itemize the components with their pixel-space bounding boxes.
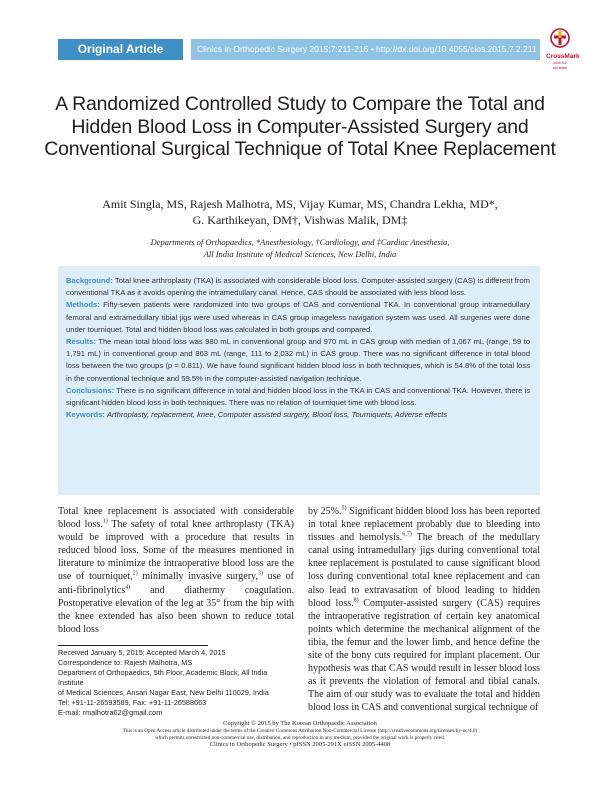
author-line: Amit Singla, MS, Rajesh Malhotra, MS, Vijay Kumar, MS, Chandra Lekha, MD*, [102, 197, 498, 211]
results-label: Results: [66, 337, 96, 347]
abstract-conclusions [66, 385, 530, 409]
correspondence-email[interactable]: E-mail: rmalhotra62@gmail.com [58, 708, 163, 717]
abstract-keywords [66, 409, 530, 421]
copyright-line: Copyright © 2015 by The Korean Orthopaedic Association [223, 720, 377, 727]
received-dates: Received January 5, 2015; Accepted March 4, 2015 [58, 648, 226, 657]
license-line: which permits unrestricted non-commercial use, distribution, and reproduction in any medium, provided the original work is properly cited. [155, 734, 445, 741]
correspondence-phone: Tel: +91-11-26593589, Fax: +91-11-26588663 [58, 698, 207, 707]
reference-marker[interactable]: 2) [132, 571, 138, 578]
body-column-right [308, 505, 540, 715]
crossmark-label: CrossMark [546, 53, 580, 60]
author-line: G. Karthikeyan, DM†, Vishwas Malik, DM‡ [192, 213, 408, 227]
crossmark-badge[interactable] [546, 28, 580, 70]
author-list [80, 196, 520, 228]
page-footer [30, 720, 570, 750]
keywords-label: Keywords: [66, 410, 105, 420]
results-text: The mean total blood loss was 980 mL in conventional group and 970 mL in CAS group with median of 1,067 mL (range, 59 to 1,791 mL) in conventional group and 863 mL (range, 111 to 2,032 mL) in CAS group. There was no significant difference in total blood loss between the two groups (p = 0.811). We have found significant hidden blood loss in both techniques, which is 54.8% of the total loss in the conventional technique and 59.5% in the computer-assisted navigation technique. [66, 337, 530, 383]
body-column-left [58, 505, 294, 636]
body-text: use of anti-fibrinolytics [58, 571, 295, 596]
license-line: This is an Open Access article distributed under the terms of the Creative Commons Attribution Non-Commercial License (http://creativecommons.org/licenses/by-nc/4.0) [122, 728, 478, 735]
body-text: The safety of total knee arthroplasty (TKA) would be improved with a procedure that results in reduced blood loss. Some of the measures mentioned in literature to minimize the intraoperative blood loss are the use of tourniquet, [58, 519, 295, 583]
methods-text: Fifty-seven patients were randomized into two groups of CAS and conventional TKA. In conventional group intramedullary femoral and extramedullary tibial jigs were used whereas in CAS group imageless navigation system was used. All surgeries were done under tourniquet. Total and hidden blood loss was calculated in both groups and compared. [66, 300, 530, 334]
conclusions-text: There is no significant difference in total and hidden blood loss in the TKA in CAS and conventional TKA. However, there is significant hidden blood loss in both techniques. There was no relation of tourniquet time with blood loss. [66, 385, 530, 408]
body-text: The breach of the medullary canal using intramedullary jigs during conventional total knee replacement is postulated to cause significant blood loss during conventional total knee replacement and can also lead to extravasation of blood leading to hidden blood loss. [308, 532, 540, 609]
abstract-background [66, 275, 530, 299]
methods-label: Methods: [66, 300, 100, 310]
abstract-results [66, 336, 530, 385]
keywords-text: Arthroplasty, replacement, knee, Computer assisted surgery, Blood loss, Tourniquets, Adverse effects [106, 410, 448, 420]
reference-marker[interactable]: 4) [125, 584, 131, 591]
crossmark-sublabel: click for updates [552, 60, 568, 70]
background-text: Total knee arthroplasty (TKA) is associated with considerable blood loss. Computer-assisted surgery (CAS) is different from conventional TKA as it avoids opening the intramedullary canal. Hence, CAS should be associated with less blood loss. [66, 276, 530, 298]
reference-marker[interactable]: 6,7) [402, 531, 412, 538]
correspondence-address: Department of Orthopaedics, 5th Floor, Academic Block, All India Institute [58, 668, 268, 687]
reference-marker[interactable]: 8) [353, 597, 359, 604]
body-text: minimally invasive surgery, [137, 571, 258, 583]
reference-marker[interactable]: 3) [257, 571, 263, 578]
correspondence-block [58, 648, 294, 718]
footnote-divider [58, 645, 208, 646]
affiliation-line: All India Institute of Medical Sciences, New Delhi, India [203, 249, 397, 259]
abstract-box [58, 266, 540, 495]
body-text: Significant hidden blood loss has been reported in total knee replacement probably due to bleeding into tissues and hemolysis. [308, 506, 540, 544]
body-text: and diathermy coagulation. Postoperative elevation of the leg at 35° from the hip with the knee extended has also been shown to reduce total blood loss [58, 584, 294, 635]
conclusions-label: Conclusions: [66, 385, 115, 395]
issn-line: Clinics in Orthopedic Surgery • pISSN 2005-291X eISSN 2005-4408 [209, 741, 391, 749]
article-type-tag: Original Article [58, 39, 183, 60]
paper-title: A Randomized Controlled Study to Compare the Total and Hidden Blood Loss in Computer-Assisted Surgery and Conventional Surgical Technique of Total Knee Replacement [44, 93, 556, 160]
affiliation-line: Departments of Orthopaedics, *Anesthesiology, †Cardiology, and ‡Cardiac Anesthesia, [150, 237, 450, 247]
correspondence-name: Correspondence to: Rajesh Malhotra, MS [58, 658, 193, 667]
correspondence-address: of Medical Sciences, Ansari Nagar East, New Delhi 110029, India [58, 688, 269, 697]
body-text: by 25%. [308, 506, 342, 517]
affiliations [80, 236, 520, 260]
background-label: Background: [66, 276, 113, 285]
reference-marker[interactable]: 5) [341, 505, 347, 512]
abstract-methods [66, 299, 530, 336]
crossmark-icon [550, 28, 570, 48]
reference-marker[interactable]: 1) [102, 518, 108, 525]
body-text: Total knee replacement is associated with considerable blood loss. [58, 506, 294, 531]
body-text: Computer-assisted surgery (CAS) requires the intraoperative registration of certain key anatomical points which determine the mechanical alignment of the tibia, the femur and the lower limb, and hence define the site of the bony cuts required for implant placement. Our hypothesis was that CAS would result in lesser blood loss as it prevents the violation of femoral and tibial canals. The aim of our study was to evaluate the total and hidden blood loss in CAS and conventional surgical technique of [308, 597, 540, 714]
journal-citation-line[interactable]: Clinics in Orthopedic Surgery 2015;7:211-216 • http://dx.doi.org/10.4055/cios.2015.7.2.211 [191, 39, 540, 60]
